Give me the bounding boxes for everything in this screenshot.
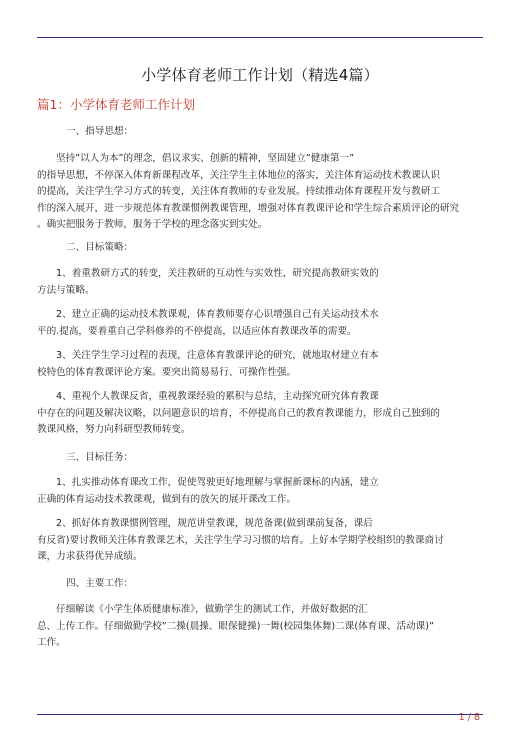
paragraph-line: 作的深入展开，进一步规范体育教课惯例教课管理，增强对体育教课评论和学生综合素质评论的研究 — [37, 202, 460, 214]
task-item — [37, 516, 483, 566]
guiding-paragraph — [37, 151, 483, 234]
strategy-item — [37, 389, 483, 439]
paragraph-line: 中存在的问题及解决议略，以问题意识的培育，不停提高自己的教育教课能力，形成自己独到的 — [37, 407, 440, 419]
work-paragraph — [37, 602, 483, 652]
work-heading: 四、主要工作： — [66, 578, 134, 589]
paragraph-line: 方法与策略。 — [37, 284, 95, 296]
paragraph-line: 2、抓好体育教课惯例管理，规范讲堂教课，规范备课(做到课前复备，课后 — [56, 518, 373, 529]
paragraph-line: 正确的体育运动技术教课观，做到有的放矢的展开课改工作。 — [37, 493, 297, 505]
strategy-item — [37, 307, 483, 340]
paragraph-line: 课，力求获得优异成绩。 — [37, 551, 143, 562]
paragraph-line: 的提高，关注学生学习方式的转变，关注体育教师的专业发展。持续推动体育课程开发与教研工 — [37, 186, 440, 197]
paragraph-line: 。确实把服务于教师，服务于学校的理念落实到实处。 — [37, 219, 268, 230]
section-title: 篇1：小学体育老师工作计划 — [37, 97, 195, 112]
work-section — [37, 576, 483, 593]
tasks-heading: 三、目标任务： — [66, 452, 134, 463]
guiding-section — [37, 124, 483, 141]
page-number: 1 / 8 — [458, 712, 480, 723]
paragraph-line: 平的.提高，要着重自己学科修养的不停提高，以适应体育教课改革的需要。 — [37, 325, 357, 337]
paragraph-line: 总、上传工作。仔细做勤学校”二操(晨操、眼保健操)一舞(校园集体舞)二课(体育课、活动课)” — [37, 620, 434, 632]
paragraph-line: 1、着重教研方式的转变，关注教研的互动性与实效性，研究提高教研实效的 — [56, 268, 379, 279]
paragraph-line: 有反省)要讨教师关注体育教课艺术，关注学生学习习惯的培育。上好本学期学校组织的教课商讨 — [37, 534, 444, 546]
strategy-item — [37, 266, 483, 299]
header-rule — [37, 37, 483, 38]
paragraph-line: 4、重视个人教课反省，重视教课经验的累积与总结，主动探究研究体育教课 — [56, 391, 379, 402]
paragraph-line: 教课风格，努力向科研型教师转变。 — [37, 424, 191, 435]
strategy-heading: 二、目标策略： — [66, 242, 134, 253]
footer-rule — [37, 714, 483, 715]
paragraph-line: 1、扎实推动体育课改工作，促使驾驶更好地理解与掌握新课标的内涵，建立 — [56, 477, 379, 488]
paragraph-line: 坚持”以人为本”的理念，倡议求实、创新的精神，坚固建立”健康第一” — [56, 153, 355, 164]
strategy-section — [37, 240, 483, 257]
tasks-section — [37, 450, 483, 467]
paragraph-line: 2、建立正确的运动技术教课观，体育教师要存心识增强自己有关运动技术水 — [56, 309, 379, 320]
paragraph-line: 3、关注学生学习过程的表现，注意体育教课评论的研究，就地取材建立有本 — [56, 350, 379, 361]
paragraph-line: 校特色的体育教课评论方案。要突出简易易行、可操作性强。 — [37, 366, 297, 378]
guiding-heading: 一、指导思想： — [66, 126, 134, 137]
task-item — [37, 475, 483, 508]
document-title: 小学体育老师工作计划（精选4篇） — [141, 66, 379, 84]
strategy-item — [37, 348, 483, 381]
paragraph-line: 工作。 — [37, 637, 66, 648]
paragraph-line: 仔细解读《小学生体质健康标准》，做勤学生的测试工作，并做好数据的汇 — [56, 604, 368, 615]
paragraph-line: 的指导思想，不停深入体育新课程改革，关注学生主体地位的落实，关注体育运动技术教课认识 — [37, 169, 440, 181]
